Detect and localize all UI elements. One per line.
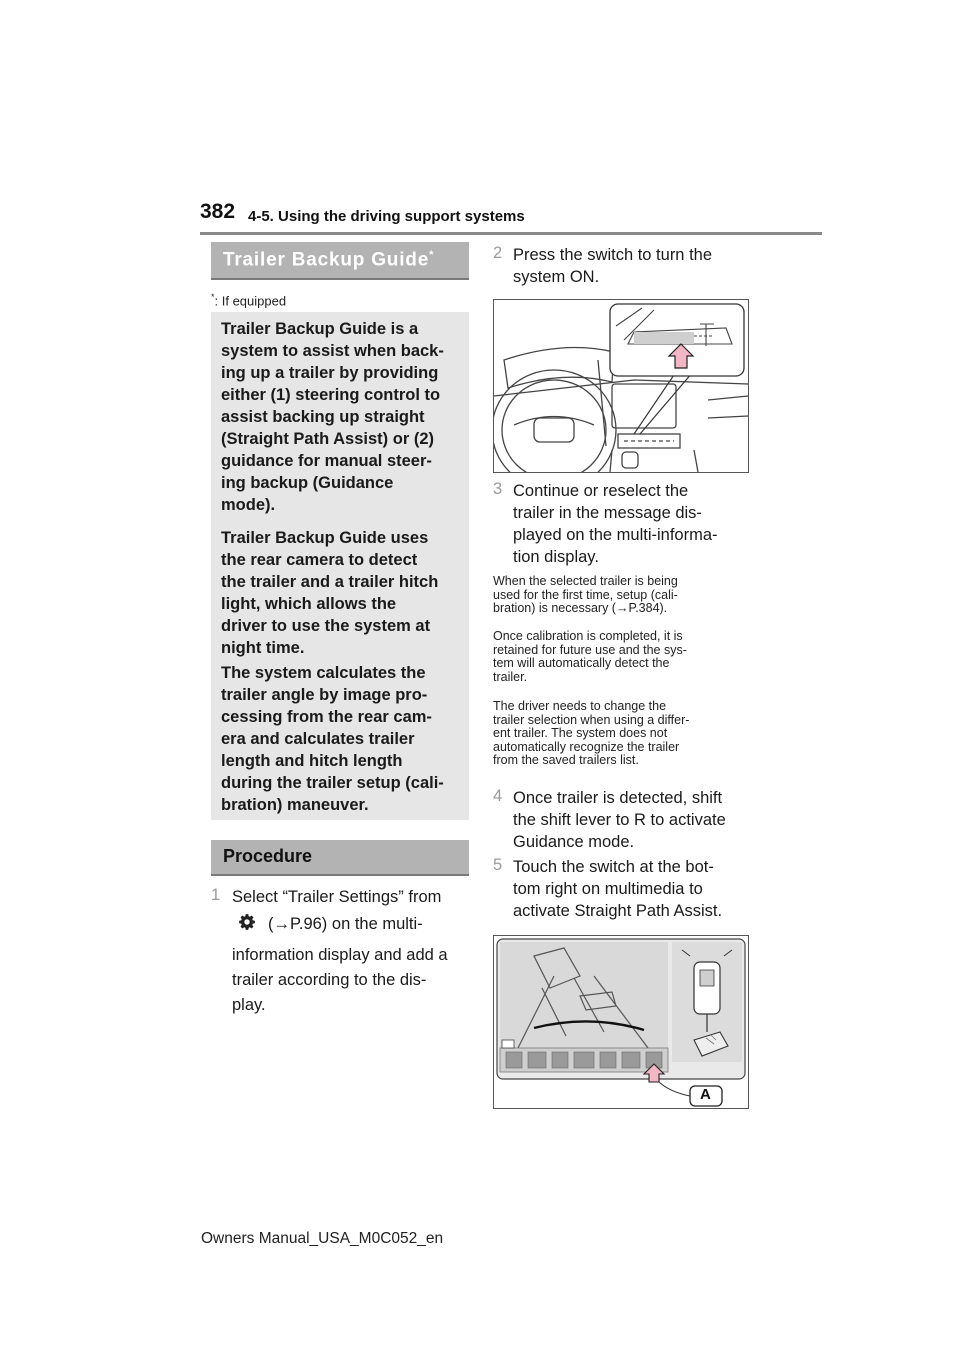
heading-marker: * xyxy=(429,249,435,261)
step-5-text: Touch the switch at the bot- tom right on multimedia to activate Straight Path Assist. xyxy=(513,858,723,920)
step-5-number: 5 xyxy=(493,856,503,874)
step-2-number: 2 xyxy=(493,244,503,262)
trailer-backup-guide-heading xyxy=(211,242,469,280)
dashboard-switch-figure xyxy=(493,299,749,473)
step-4-number: 4 xyxy=(493,787,503,805)
note-2: Once calibration is completed, it is retained for future use and the sys- tem will automatically detect the trailer. xyxy=(493,629,687,684)
step-3-text: Continue or reselect the trailer in the message dis- played on the multi-informa- tion display. xyxy=(513,482,718,566)
step-1-reference: (→P.96) on the multi- xyxy=(268,915,423,933)
intro-paragraph-2: Trailer Backup Guide uses the rear camera to detect the trailer and a trailer hitch light, which allows the driver to use the system at night time. xyxy=(221,529,439,657)
step-3-number: 3 xyxy=(493,480,503,498)
header-divider xyxy=(200,232,822,235)
intro-paragraph-1: Trailer Backup Guide is a system to assist when back- ing up a trailer by providing either (1) steering control to assist backing up straight (Straight Path Assist) or (2) guidance for manual steer- ing backup (Guidance mode). xyxy=(221,320,444,514)
camera-display-figure xyxy=(493,935,749,1109)
section-title: 4-5. Using the driving support systems xyxy=(248,208,525,225)
step-1-line1: Select “Trailer Settings” from xyxy=(232,888,442,906)
footer-manual-id: Owners Manual_USA_M0C052_en xyxy=(201,1230,444,1247)
procedure-heading-text: Procedure xyxy=(223,846,313,866)
note-3: The driver needs to change the trailer selection when using a differ- ent trailer. The system does not automatically recognize the trailer from the saved trailers list. xyxy=(493,699,690,767)
footnote xyxy=(211,292,286,308)
procedure-heading xyxy=(211,840,469,876)
intro-box xyxy=(211,312,469,820)
heading-text: Trailer Backup Guide xyxy=(223,249,430,271)
footnote-text: : If equipped xyxy=(214,293,287,309)
step-4-text: Once trailer is detected, shift the shift lever to R to activate Guidance mode. xyxy=(513,789,726,851)
footnote-marker: * xyxy=(211,292,215,302)
intro-paragraph-3: The system calculates the trailer angle by image pro- cessing from the rear cam- era and calculates trailer length and hitch length during the trailer setup (cali- bration) maneuver. xyxy=(221,664,444,814)
note-1: When the selected trailer is being used for the first time, setup (cali- bration) is necessary (→P.384). xyxy=(493,574,678,615)
callout-a-label: A xyxy=(700,1086,711,1103)
step-1-text: information display and add a trailer according to the dis- play. xyxy=(232,946,448,1014)
step-1-number: 1 xyxy=(211,886,221,904)
gear-icon xyxy=(238,913,256,931)
page-number: 382 xyxy=(200,200,236,223)
step-2-text: Press the switch to turn the system ON. xyxy=(513,246,713,286)
